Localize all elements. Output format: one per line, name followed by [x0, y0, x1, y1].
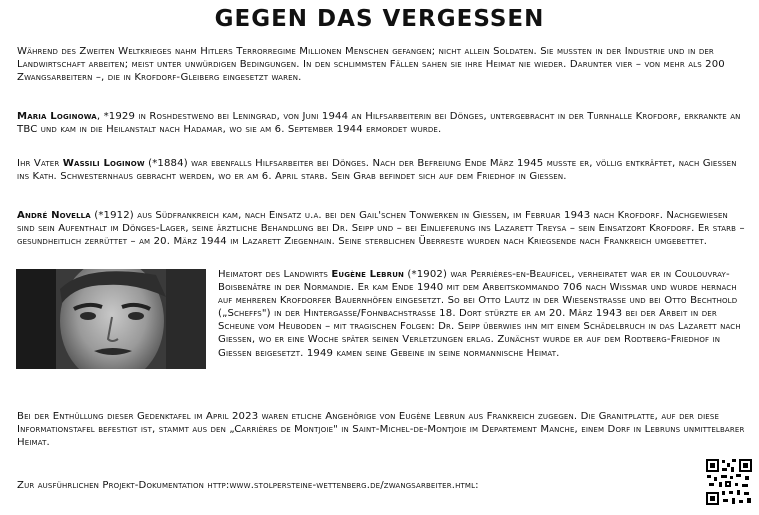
- wassili-paragraph: [17, 157, 745, 183]
- portrait-photo: [16, 269, 206, 369]
- maria-paragraph: [17, 110, 745, 136]
- qr-code-icon[interactable]: [705, 458, 753, 506]
- eugene-paragraph: [218, 268, 748, 360]
- wassili-prefix: Ihr Vater: [17, 158, 63, 169]
- andre-text: (*1912) aus Südfrankreich kam, nach Einsatz u.a. bei den Gail'schen Tonwerken in Giessen, im Februar 1943 nach Krofdorf. Nachgewiesen sind sein Aufenthalt im Dönges-Lager, seine ärztliche Behandlung bei Dr. Seipp und – bei Einlieferung ins Lazarett Treysa – sein Einsatzort Krofdorf. Er starb – gesundheitlich zerrüttet – am 20. März 1944 im Lazarett Ziegenhain. Seine sterblichen Überreste wurden nach Kriegsende nach Frankreich umgebettet.: [17, 210, 745, 248]
- intro-paragraph: Während des Zweiten Weltkrieges nahm Hitlers Terrorregime Millionen Menschen gefangen; nicht allein Soldaten. Sie mussten in der Industrie und in der Landwirtschaft arbeiten; meist unter unwürdigen Bedingungen. In den schlimmsten Fällen sahen sie ihre Heimat nie wieder. Darunter vier – von mehr als 200 Zwangsarbeitern –, die in Krofdorf-Gleiberg eingesetzt waren.: [17, 46, 725, 84]
- maria-name: Maria Loginowa: [17, 111, 97, 122]
- eugene-text: (*1902) war Perrières-en-Beauficel, verheiratet war er in Coulouvray-Boisbenâtre in der Normandie. Er kam Ende 1940 mit dem Arbeitskommando 706 nach Wissmar und wurde hernach auf mehreren Krofdorfer Bauernhöfen eingesetzt. So bei Otto Lautz in der Wiesenstrasse und bei Otto Bechthold („Scheffs") in der Hintergasse/Fohnbachstrasse 18. Dort stürzte er am 20. März 1943 bei der Arbeit in der Scheune vom Heuboden – mit tragischen Folgen: Dr. Seipp überwies ihn mit einem Schädelbruch in das Lazarett nach Giessen, wo er eine Woche später seinen Verletzungen erlag. Zunächst wurde er auf dem Rodtberg-Friedhof in Giessen beigesetzt. 1949 kamen seine Gebeine in seine normannische Heimat.: [218, 269, 741, 359]
- eugene-name: Eugène Lebrun: [331, 269, 405, 280]
- documentation-link[interactable]: Zur ausführlichen Projekt-Dokumentation http:www.stolpersteine-wettenberg.de/zwangsarbeiter.html:: [17, 480, 479, 491]
- maria-text: , *1929 in Roshdestweno bei Leningrad, von Juni 1944 an Hilfsarbeiterin bei Dönges, untergebracht in der Turnhalle Krofdorf, erkrankte an TBC und kam in die Heilanstalt nach Hadamar, wo sie am 6. September 1944 ermordet wurde.: [17, 111, 741, 136]
- portrait-illustration: [16, 269, 206, 369]
- eugene-prefix: Heimatort des Landwirts: [218, 269, 332, 280]
- page-title: GEGEN DAS VERGESSEN: [214, 6, 545, 32]
- andre-paragraph: [17, 209, 745, 249]
- wassili-name: Wassili Loginow: [62, 158, 145, 169]
- andre-name: André Novella: [17, 210, 91, 221]
- unveiling-paragraph: Bei der Enthüllung dieser Gedenktafel im April 2023 waren etliche Angehörige von Eugène Lebrun aus Frankreich zugegen. Die Granitplatte, auf der diese Informationstafel befestigt ist, stammt aus den „Carrières de Montjoie" in Saint-Michel-de-Montjoie im Departement Manche, einem Dorf in Lebruns unmittelbarer Heimat.: [17, 411, 745, 449]
- wassili-text: (*1884) war ebenfalls Hilfsarbeiter bei Dönges. Nach der Befreiung Ende März 1945 musste er, völlig entkräftet, nach Giessen ins Kath. Schwesternhaus gebracht werden, wo er am 6. April starb. Sein Grab befindet sich auf dem Friedhof in Giessen.: [17, 158, 737, 183]
